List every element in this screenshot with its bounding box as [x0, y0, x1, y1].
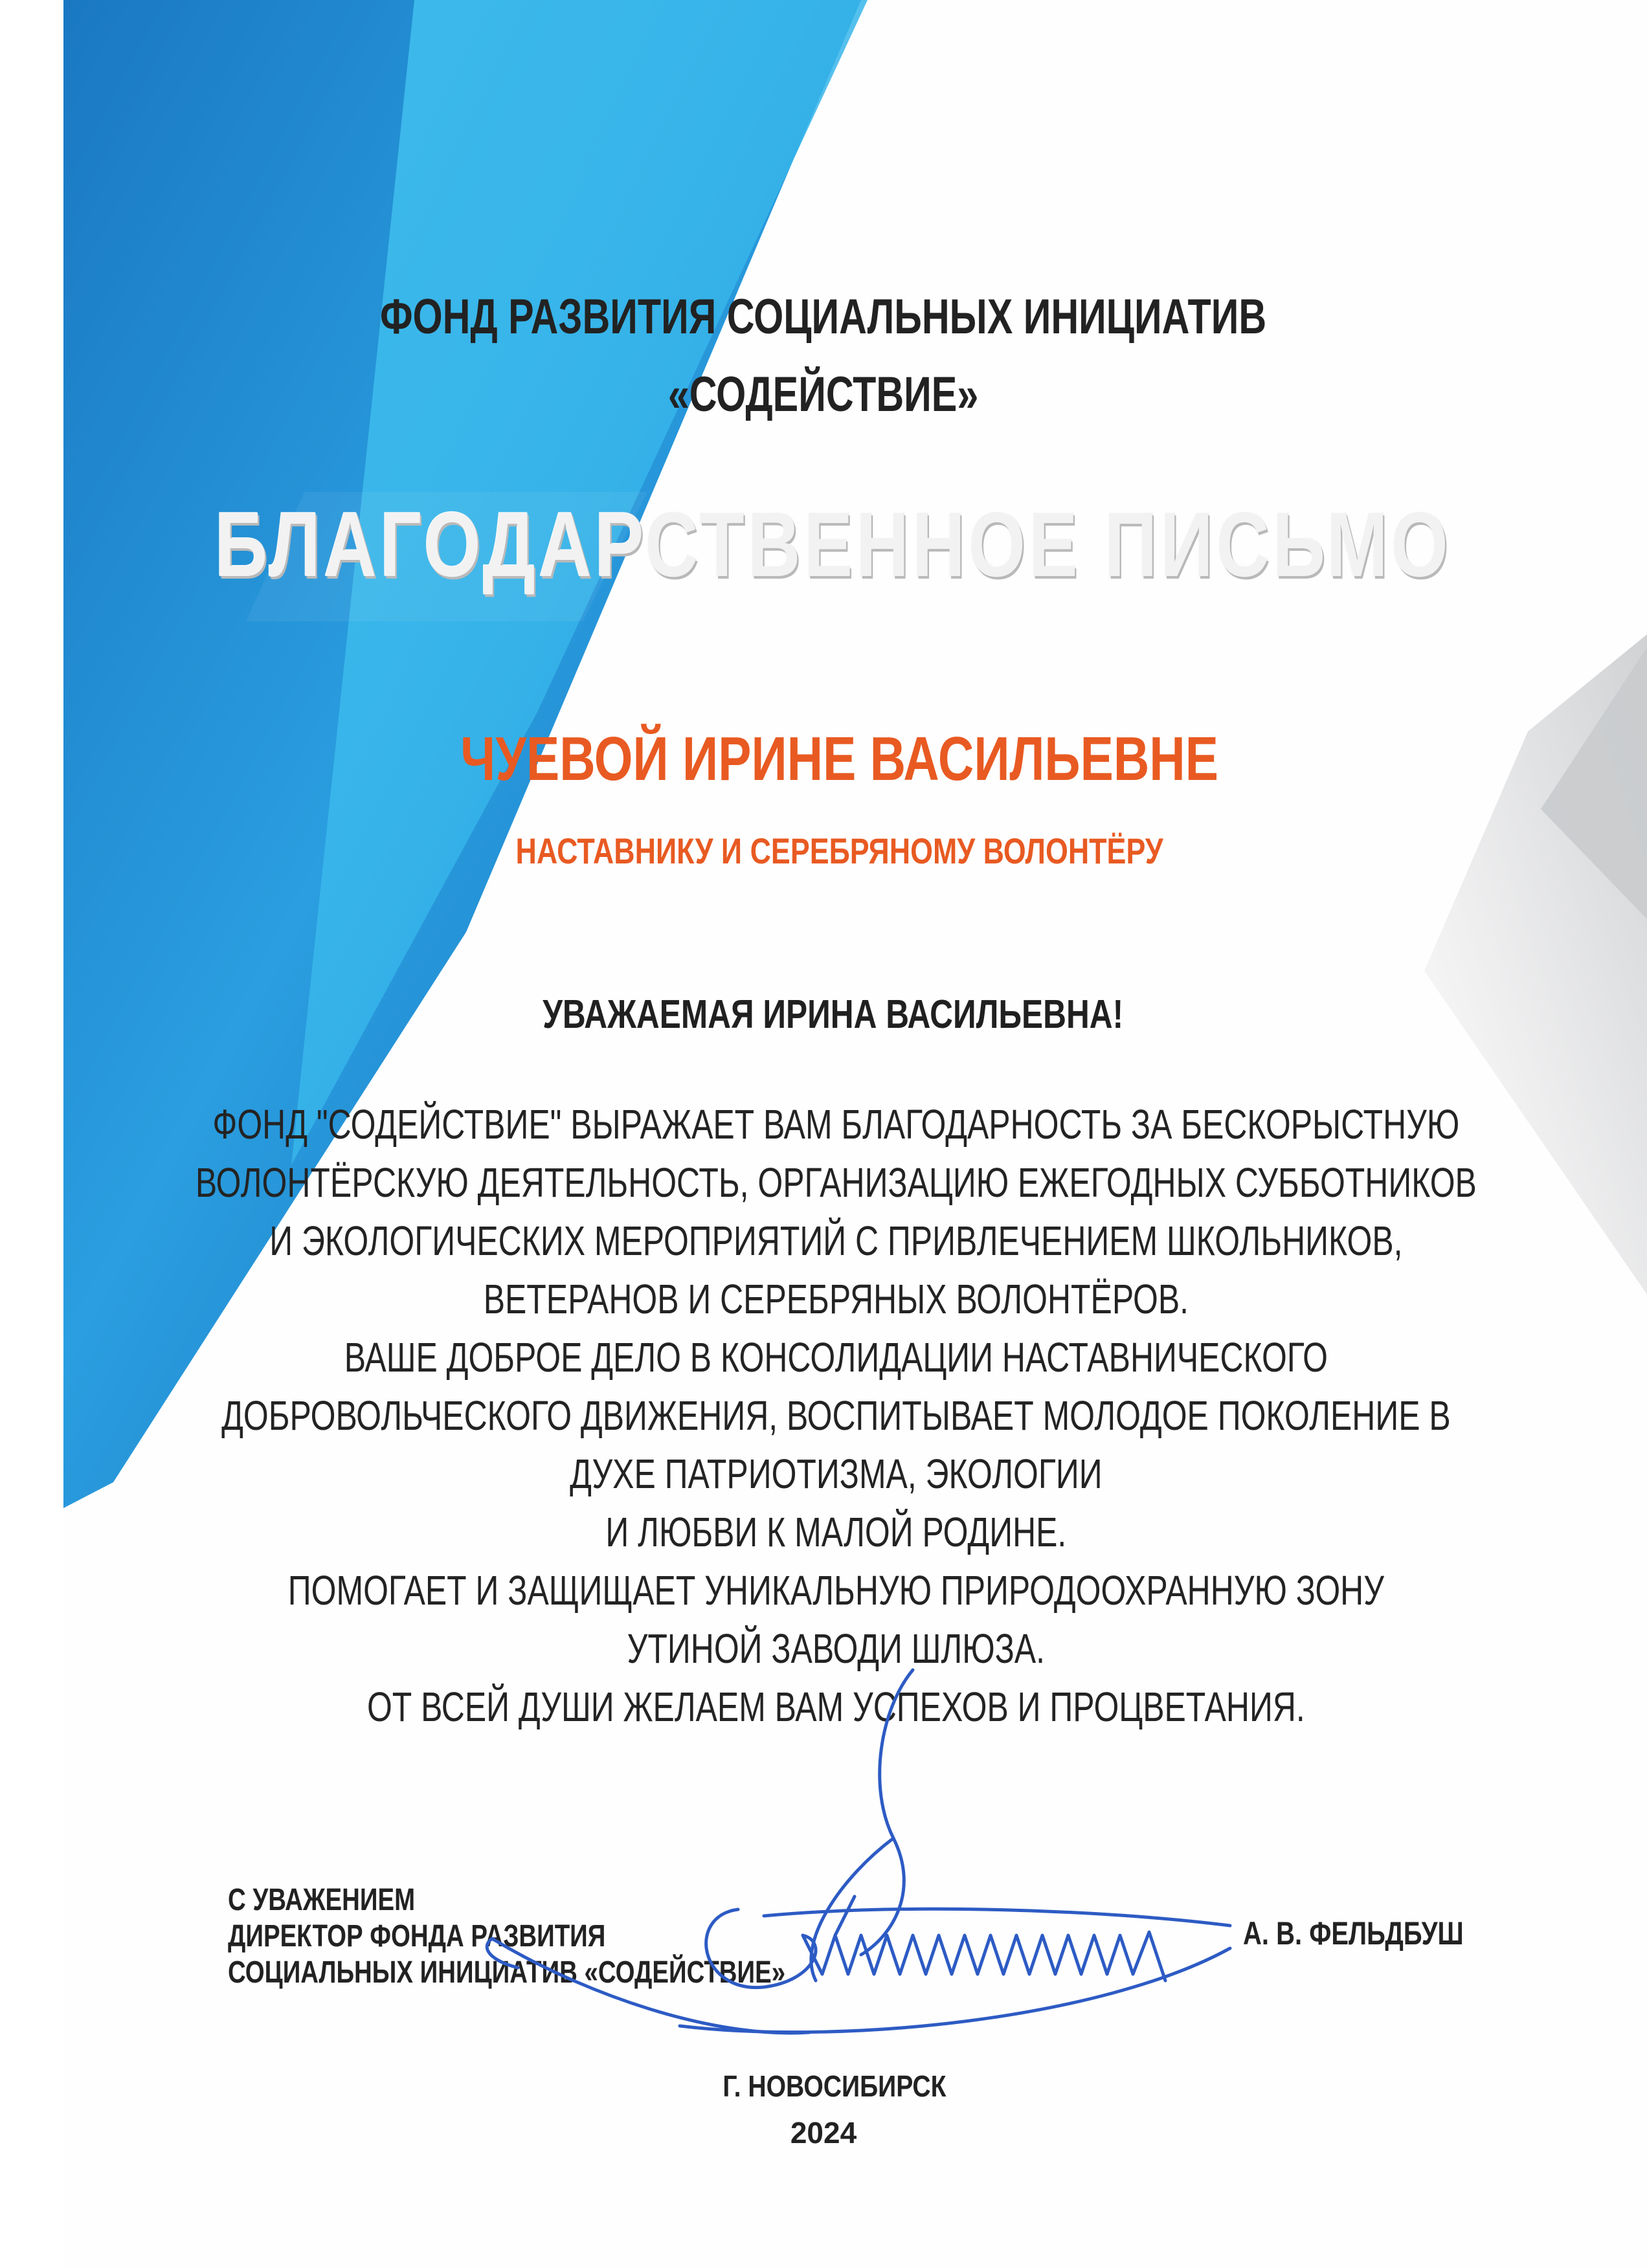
document-title: БЛАГОДАРСТВЕННОЕ ПИСЬМО	[214, 493, 1451, 596]
body-line: ВЕТЕРАНОВ И СЕРЕБРЯНЫХ ВОЛОНТЁРОВ.	[483, 1276, 1189, 1322]
recipient-name: ЧУЕВОЙ ИРИНЕ ВАСИЛЬЕВНЕ	[460, 724, 1218, 794]
city: Г. НОВОСИБИРСК	[723, 2069, 947, 2103]
letter-body	[194, 1095, 1478, 1736]
body-line: ПОМОГАЕТ И ЗАЩИЩАЕТ УНИКАЛЬНУЮ ПРИРОДООХРАННУЮ ЗОНУ	[287, 1567, 1384, 1614]
body-line: ОТ ВСЕЙ ДУШИ ЖЕЛАЕМ ВАМ УСПЕХОВ И ПРОЦВЕТАНИЯ.	[366, 1684, 1305, 1730]
signer-name: А. В. ФЕЛЬДБУШ	[1243, 1915, 1464, 1951]
organization-name-line2: «СОДЕЙСТВИЕ»	[667, 367, 979, 422]
greeting: УВАЖАЕМАЯ ИРИНА ВАСИЛЬЕВНА!	[543, 992, 1124, 1037]
closing-text: С УВАЖЕНИЕМ	[228, 1883, 416, 1917]
organization-name-line1: ФОНД РАЗВИТИЯ СОЦИАЛЬНЫХ ИНИЦИАТИВ	[379, 289, 1267, 344]
organization-header	[181, 278, 1465, 434]
signer-position-line1: ДИРЕКТОР ФОНДА РАЗВИТИЯ	[228, 1919, 606, 1953]
body-line: ФОНД "СОДЕЙСТВИЕ" ВЫРАЖАЕТ ВАМ БЛАГОДАРНОСТЬ ЗА БЕСКОРЫСТНУЮ	[212, 1101, 1460, 1148]
body-line: ДОБРОВОЛЬЧЕСКОГО ДВИЖЕНИЯ, ВОСПИТЫВАЕТ МОЛОДОЕ ПОКОЛЕНИЕ В	[221, 1392, 1451, 1439]
year: 2024	[790, 2116, 857, 2150]
body-line: ВОЛОНТЁРСКУЮ ДЕЯТЕЛЬНОСТЬ, ОРГАНИЗАЦИЮ ЕЖЕГОДНЫХ СУББОТНИКОВ	[195, 1159, 1477, 1206]
signer-position-line2: СОЦИАЛЬНЫХ ИНИЦИАТИВ «СОДЕЙСТВИЕ»	[228, 1955, 786, 1990]
body-line: И ЭКОЛОГИЧЕСКИХ МЕРОПРИЯТИЙ С ПРИВЛЕЧЕНИЕМ ШКОЛЬНИКОВ,	[269, 1217, 1403, 1264]
recipient-role: НАСТАВНИКУ И СЕРЕБРЯНОМУ ВОЛОНТЁРУ	[515, 830, 1163, 871]
body-line: ДУХЕ ПАТРИОТИЗМА, ЭКОЛОГИИ	[570, 1451, 1103, 1497]
body-line: И ЛЮБВИ К МАЛОЙ РОДИНЕ.	[605, 1509, 1067, 1555]
signature-block	[228, 1882, 785, 1991]
body-line: ВАШЕ ДОБРОЕ ДЕЛО В КОНСОЛИДАЦИИ НАСТАВНИЧЕСКОГО	[344, 1334, 1328, 1381]
body-line: УТИНОЙ ЗАВОДИ ШЛЮЗА.	[627, 1625, 1046, 1672]
